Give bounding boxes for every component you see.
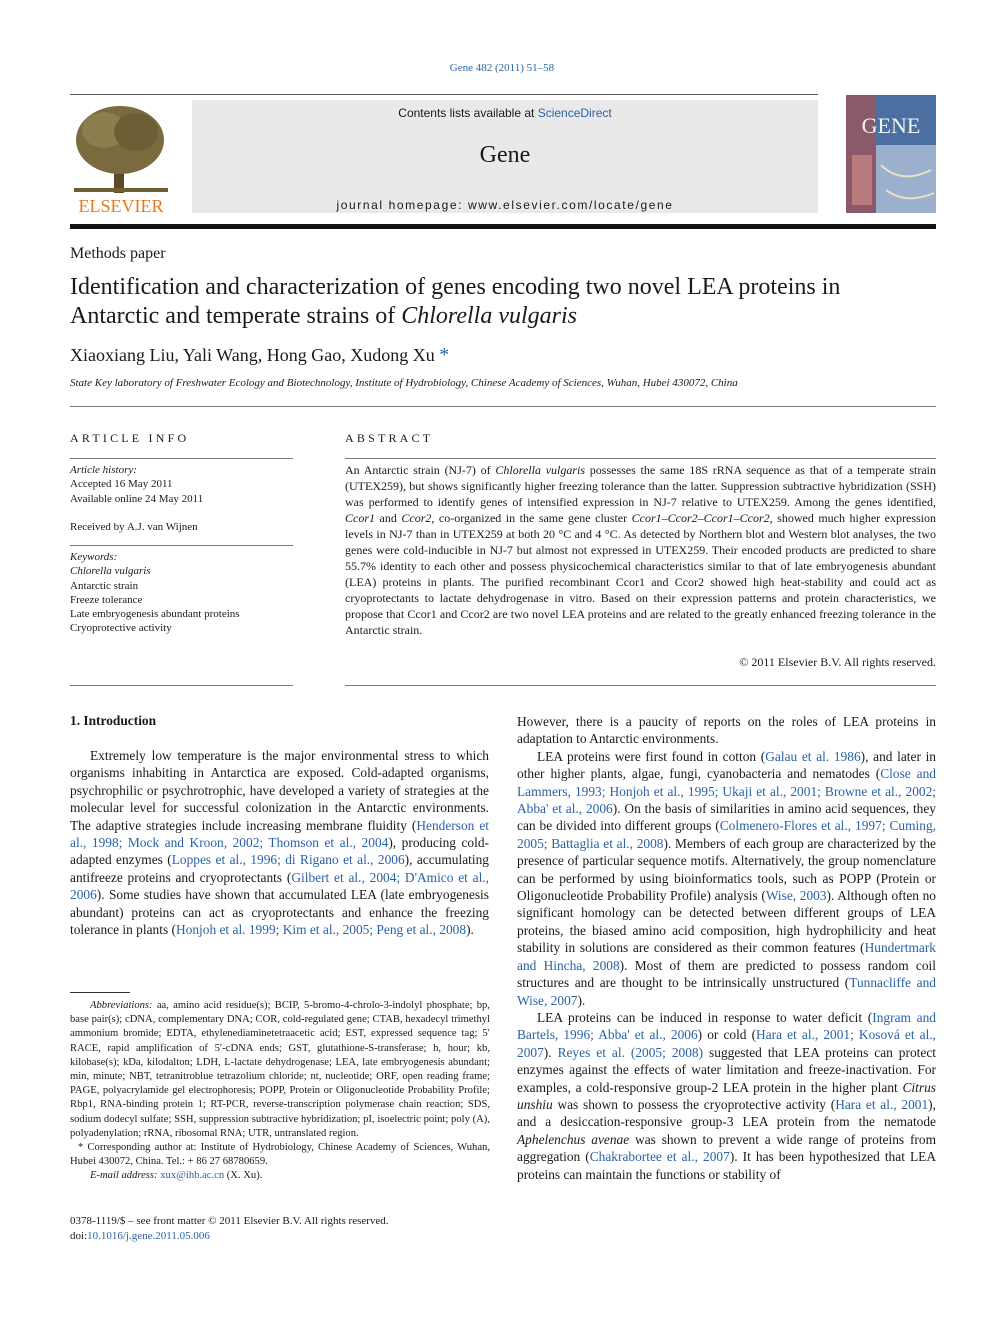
citation-link[interactable]: Chakrabortee et al., 2007 — [589, 1149, 730, 1165]
citation-link[interactable]: Henderson et al., 1998; Mock and Kroon, 2002; Thomson et al., 2004 — [70, 817, 489, 851]
keywords: Keywords: Chlorella vulgaris Antarctic strain Freeze tolerance Late embryogenesis abundant proteins Cryoprotective activity — [70, 551, 240, 635]
journal-homepage[interactable]: journal homepage: www.elsevier.com/locate/gene — [336, 198, 674, 212]
citation-link[interactable]: Reyes et al. (2005; 2008) — [557, 1044, 704, 1060]
svg-text:GENE: GENE — [861, 113, 921, 138]
article-title: Identification and characterization of genes encoding two novel LEA proteins in Antarctic and temperate strains of Chlorella vulgaris — [70, 274, 841, 329]
section-type: Methods paper — [70, 245, 166, 262]
journal-name: Gene — [479, 142, 531, 168]
abstract-text: An Antarctic strain (NJ-7) of Chlorella vulgaris possesses the same 18S rRNA sequence as that of a temperate strain (UTEX259), but shows significantly higher freezing tolerance than the latter. Suppression subtractive hybridization (SSH) was performed to identify genes of intensified expression in NJ-7 relative to UTEX259. Among the genes identified, Ccor1 and Ccor2, co-organized in the same gene cluster Ccor1–Ccor2–Ccor1–Ccor2, showed much higher expression levels in NJ-7 than in UTEX259 at both 20 °C and 4 °C. As detected by Northern blot and Western blot analyses, the two genes were cold-inducible in NJ-7 but almost not expressed in UTEX259. Their encoded products are predicted to share 55.7% identity to each other and possess physicochemical characteristics similar to that of late embryogenesis abundant (LEA) proteins in plants. The purified recombinant Ccor1 and Ccor2 showed high heat-stability and could act as cryoprotectants to lactate dehydrogenase in vitro. Based on their expression patterns and protein characteristics, we propose that Ccor1 and Ccor2 are two novel LEA proteins and are related to the greatly enhanced freezing tolerance in the Antarctic strain. — [345, 463, 937, 637]
footnote-rule — [70, 992, 130, 993]
author-list: Xiaoxiang Liu, Yali Wang, Hong Gao, Xudong Xu * — [70, 344, 450, 366]
footnotes: Abbreviations: aa, amino acid residue(s); BCIP, 5-bromo-4-chrolo-3-indolyl phosphate; bp, base pair(s); cDNA, complementary DNA; COR, cold-regulated gene; CTAB, hexadecyl trimethyl ammonium bromide; EDTA, ethylenediaminetetraacetic acid; EST, expressed sequence tag; 5′ RACE, rapid amplification of 5′-cDNA ends; GST, glutathione-S-transferase; h, hour; kb, kilobase(s); kDa, kilodalton; LDH, L-lactate dehydrogenase; LEA, late embryogenesis abundant; min, minute; NBT, tetranitroblue tetrazolium chloride; nt, nucleotide; ORF, open reading frame; PAGE, polyacrylamide gel electrophoresis; POPP, Protein or Oligonucleotide Probability Profile; Rbp1, RNA-binding protein 1; RT-PCR, reverse-transcription polymerase chain reaction; SDS, sodium dodecyl sulfate; SSH, suppression subtractive hybridization; pI, isoelectric point; poly (A), polyadenylation; rRNA, ribosomal RNA; UTR, untranslated region. * Corresponding author at: Institute of Hydrobiology, Chinese Academy of Sciences, Wuhan, Hubei 430072, China. Tel.: + 86 27 68780659. E-mail address: xux@ihb.ac.cn (X. Xu). — [70, 1000, 490, 1182]
intro-right-column: However, there is a paucity of reports on the roles of LEA proteins in adaptation to Antarctic environments. LEA proteins were first found in cotton (Galau et al. 1986), and later in other higher plants, algae, fungi, cyanobacteria and nematodes (Close and Lammers, 1993; Honjoh et al., 1995; Ukaji et al., 2001; Browne et al., 2002; Abba' et al., 2006). On the basis of similarities in amino acid sequences, they can be divided into different groups (Colmenero-Flores et al., 1997; Cuming, 2005; Battaglia et al., 2008). Members of each group are characterized by the presence of particular sequence motifs. Alternatively, the group nomenclature can be performed by using bioinformatics tools, such as POPP (Protein or Oligonucleotide Probability Profile) analysis (Wise, 2003). Although often no significant homology can be detected between different groups of LEA proteins, the biased amino acid composition, high hydrophilicity and heat stability in solutions are considered as their common features (Hundertmark and Hincha, 2008). Most of them are predicted to possess random coil structures and are thought to be intrinsically unstructured (Tunnacliffe and Wise, 2007). LEA proteins can be induced in response to water deficit (Ingram and Bartels, 1996; Abba' et al., 2006) or cold (Hara et al., 2001; Kosová et al., 2007). Reyes et al. (2005; 2008) suggested that LEA proteins can protect enzymes against the effects of water limitation and freeze-inactivation. For examples, a cold-responsive group-2 LEA protein in the higher plant Citrus unshiu was shown to possess the cryoprotective activity (Hara et al., 2001), and a desiccation-responsive group-3 LEA protein from the nematode Aphelenchus avenae was shown to prevent a wide range of proteins from aggregation (Chakrabortee et al., 2007). It has been hypothesized that LEA proteins can maintain the functions or stability of — [517, 714, 937, 1182]
received-by: Received by A.J. van Wijnen — [70, 521, 198, 533]
header-bottom-rule — [70, 224, 936, 229]
abstract-bottom-rule — [345, 685, 936, 686]
doi-link[interactable]: 10.1016/j.gene.2011.05.006 — [87, 1229, 210, 1242]
citation-link[interactable]: Loppes et al., 1996; di Rigano et al., 2006 — [171, 852, 405, 868]
citation-link[interactable]: Ingram and Bartels, 1996; Abba' et al., 2006 — [517, 1009, 936, 1043]
email-link[interactable]: xux@ihb.ac.cn — [160, 1170, 225, 1182]
citation-link[interactable]: Wise, 2003 — [765, 888, 827, 904]
journal-cover-image — [846, 95, 936, 213]
citation-link[interactable]: Honjoh et al. 1999; Kim et al., 2005; Peng et al., 2008 — [175, 922, 467, 938]
title-divider — [70, 406, 936, 407]
abstract-rule — [345, 458, 936, 459]
svg-text:ELSEVIER: ELSEVIER — [78, 196, 164, 214]
corresponding-author-mark[interactable]: * — [439, 344, 450, 366]
article-info-rule — [70, 458, 293, 459]
citation-link[interactable]: Gilbert et al., 2004; D'Amico et al., 2006 — [70, 869, 489, 903]
elsevier-logo — [70, 100, 172, 214]
article-info-bottom-rule — [70, 685, 293, 686]
abstract-heading: ABSTRACT — [345, 431, 434, 445]
journal-citation[interactable]: Gene 482 (2011) 51–58 — [449, 62, 555, 74]
sciencedirect-link[interactable]: ScienceDirect — [537, 106, 612, 120]
citation-link[interactable]: Tunnacliffe and Wise, 2007 — [517, 975, 936, 1008]
article-info-heading: ARTICLE INFO — [70, 431, 190, 445]
citation-link[interactable]: Hundertmark and Hincha, 2008 — [517, 940, 936, 973]
abstract-copyright: © 2011 Elsevier B.V. All rights reserved. — [739, 655, 936, 669]
affiliation: State Key laboratory of Freshwater Ecology and Biotechnology, Institute of Hydrobiology, Chinese Academy of Sciences, Wuhan, Hubei 430072, China — [70, 377, 738, 389]
citation-link[interactable]: Hara et al., 2001; Kosová et al., 2007 — [517, 1027, 937, 1060]
header-top-rule — [70, 94, 818, 95]
citation-link[interactable]: Galau et al. 1986 — [765, 748, 861, 764]
contents-line: Contents lists available at ScienceDirect — [398, 106, 612, 120]
citation-link[interactable]: Colmenero-Flores et al., 1997; Cuming, 2005; Battaglia et al., 2008 — [517, 818, 936, 851]
article-history: Article history: Accepted 16 May 2011 Available online 24 May 2011 — [70, 464, 204, 505]
citation-link[interactable]: Hara et al., 2001 — [835, 1096, 929, 1112]
intro-left-column: Extremely low temperature is the major environmental stress to which organisms inhabiting in Antarctica are exposed. Cold-adapted organisms, psychrophilic or psychrotrophic, have developed a variety of strategies at the molecular level for successful colonization in the Antarctic environments. The adaptive strategies include increasing membrane fluidity (Henderson et al., 1998; Mock and Kroon, 2002; Thomson et al., 2004), producing cold-adapted enzymes (Loppes et al., 1996; di Rigano et al., 2006), accumulating antifreeze proteins and cryoprotectants (Gilbert et al., 2004; D'Amico et al., 2006). Some studies have shown that accumulated LEA (late embryogenesis abundant) proteins can act as cryoprotectants and enhance the freezing tolerance in plants (Honjoh et al. 1999; Kim et al., 2005; Peng et al., 2008). — [70, 748, 490, 938]
citation-link[interactable]: Close and Lammers, 1993; Honjoh et al., 1995; Ukaji et al., 2001; Browne et al., 2002; Abba' et al., 2006 — [517, 766, 936, 817]
front-matter: 0378-1119/$ – see front matter © 2011 Elsevier B.V. All rights reserved. doi:10.1016/j.gene.2011.05.006 — [70, 1215, 389, 1242]
introduction-heading: 1. Introduction — [70, 713, 157, 728]
keywords-rule — [70, 545, 293, 546]
